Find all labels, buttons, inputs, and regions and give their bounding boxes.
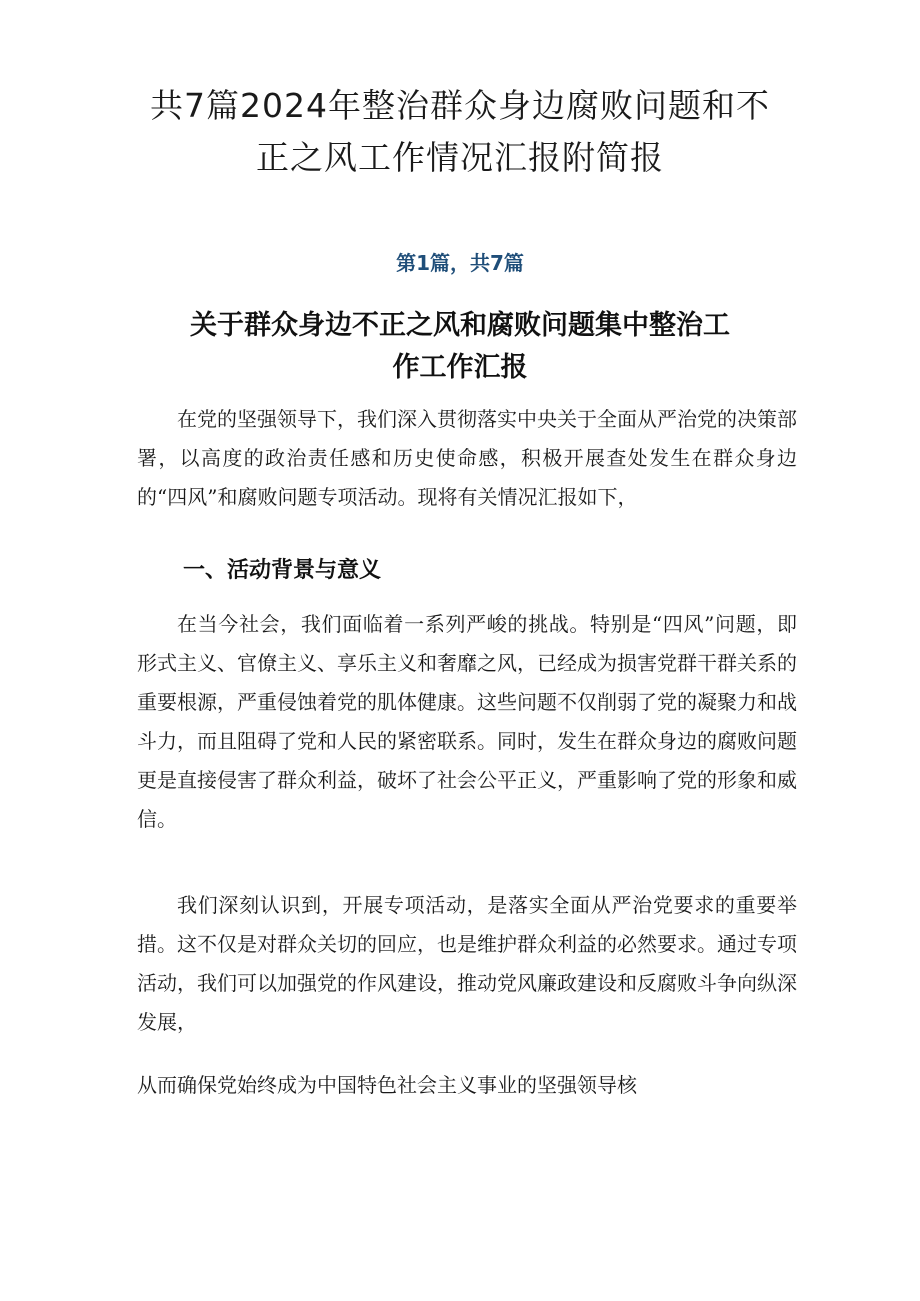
article-title: [150, 305, 770, 389]
section-1-paragraph-2: 我们深刻认识到，开展专项活动，是落实全面从严治党要求的重要举措。这不仅是对群众关切的回应，也是维护群众利益的必然要求。通过专项活动，我们可以加强党的作风建设，推动党风廉政建设和反腐败斗争向纵深发展，: [137, 893, 797, 1034]
part-label: 第1篇，共7篇: [396, 251, 524, 275]
section-1-paragraph-3: 从而确保党始终成为中国特色社会主义事业的坚强领导核: [137, 1073, 637, 1097]
section-1-paragraph-1: 在当今社会，我们面临着一系列严峻的挑战。特别是“四风”问题，即形式主义、官僚主义、享乐主义和奢靡之风，已经成为损害党群干群关系的重要根源，严重侵蚀着党的肌体健康。这些问题不仅削弱了党的凝聚力和战斗力，而且阻碍了党和人民的紧密联系。同时，发生在群众身边的腐败问题更是直接侵害了群众利益，破坏了社会公平正义，严重影响了党的形象和威信。: [137, 612, 797, 831]
article-title-line-1: 关于群众身边不正之风和腐败问题集中整治工: [190, 310, 730, 341]
article-title-line-2: 作工作汇报: [392, 352, 528, 383]
intro-paragraph: 在党的坚强领导下，我们深入贯彻落实中央关于全面从严治党的决策部署，以高度的政治责任感和历史使命感，积极开展查处发生在群众身边的“四风”和腐败问题专项活动。现将有关情况汇报如下，: [137, 407, 797, 509]
section-heading-1: 一、活动背景与意义: [183, 558, 382, 583]
document-title-line-2: 正之风工作情况汇报附简报: [256, 138, 664, 177]
document-title-line-1: 共7篇2024年整治群众身边腐败问题和不: [150, 86, 770, 125]
document-title: [130, 80, 790, 184]
